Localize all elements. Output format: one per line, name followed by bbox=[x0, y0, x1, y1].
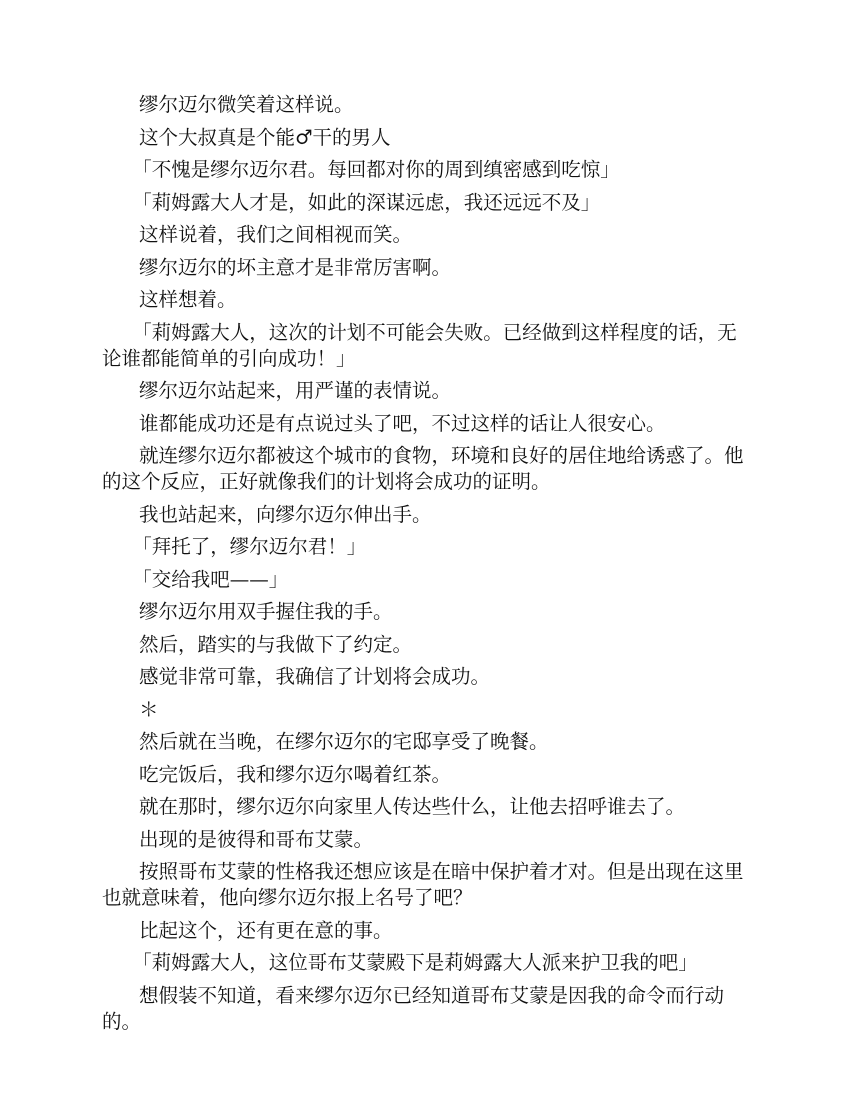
narration-paragraph: 然后，踏实的与我做下了约定。 bbox=[139, 632, 413, 656]
narration-paragraph: 这样说着，我们之间相视而笑。 bbox=[139, 223, 413, 246]
narration-paragraph: 吃完饭后，我和缪尔迈尔喝着红茶。 bbox=[139, 762, 452, 786]
narration-paragraph: 比起这个，还有更在意的事。 bbox=[139, 918, 393, 942]
narration-paragraph: ＊ bbox=[139, 697, 159, 721]
narration-paragraph: 然后就在当晚，在缪尔迈尔的宅邸享受了晚餐。 bbox=[139, 730, 549, 753]
narration-paragraph: 缪尔迈尔的坏主意才是非常厉害啊。 bbox=[139, 255, 452, 279]
dialog-paragraph: 「莉姆露大人才是，如此的深谋远虑，我还远远不及」 bbox=[132, 190, 601, 214]
document-body bbox=[102, 92, 752, 1041]
narration-paragraph: 感觉非常可靠，我确信了计划将会成功。 bbox=[139, 665, 491, 688]
narration-paragraph: 缪尔迈尔微笑着这样说。 bbox=[139, 93, 354, 116]
narration-paragraph: 谁都能成功还是有点说过头了吧，不过这样的话让人很安心。 bbox=[139, 411, 666, 435]
narration-paragraph: 想假装不知道，看来缪尔迈尔已经知道哥布艾蒙是因我的命令而行动的。 bbox=[102, 983, 725, 1033]
dialog-paragraph: 「莉姆露大人，这次的计划不可能会失败。已经做到这样程度的话，无论谁都能简单的引向成功！」 bbox=[102, 320, 737, 370]
narration-paragraph: 就连缪尔迈尔都被这个城市的食物，环境和良好的居住地给诱惑了。他的这个反应，正好就像我们的计划将会成功的证明。 bbox=[102, 444, 744, 493]
narration-paragraph: 这样想着。 bbox=[139, 288, 237, 311]
narration-paragraph: 我也站起来，向缪尔迈尔伸出手。 bbox=[139, 502, 432, 526]
narration-paragraph: 按照哥布艾蒙的性格我还想应该是在暗中保护着才对。但是出现在这里也就意味着，他向缪尔迈尔报上名号了吧？ bbox=[102, 860, 744, 909]
dialog-paragraph: 「莉姆露大人，这位哥布艾蒙殿下是莉姆露大人派来护卫我的吧」 bbox=[132, 951, 698, 974]
narration-paragraph: 缪尔迈尔站起来，用严谨的表情说。 bbox=[139, 379, 452, 402]
dialog-paragraph: 「交给我吧——」 bbox=[132, 567, 289, 591]
narration-paragraph: 就在那时，缪尔迈尔向家里人传达些什么，让他去招呼谁去了。 bbox=[139, 795, 686, 818]
dialog-paragraph: 「拜托了，缪尔迈尔君！」 bbox=[132, 535, 367, 558]
dialog-paragraph: 「不愧是缪尔迈尔君。每回都对你的周到缜密感到吃惊」 bbox=[132, 158, 620, 181]
narration-paragraph: 缪尔迈尔用双手握住我的手。 bbox=[139, 600, 393, 623]
narration-paragraph: 这个大叔真是个能♂干的男人 bbox=[139, 125, 391, 149]
narration-paragraph: 出现的是彼得和哥布艾蒙。 bbox=[139, 827, 374, 851]
